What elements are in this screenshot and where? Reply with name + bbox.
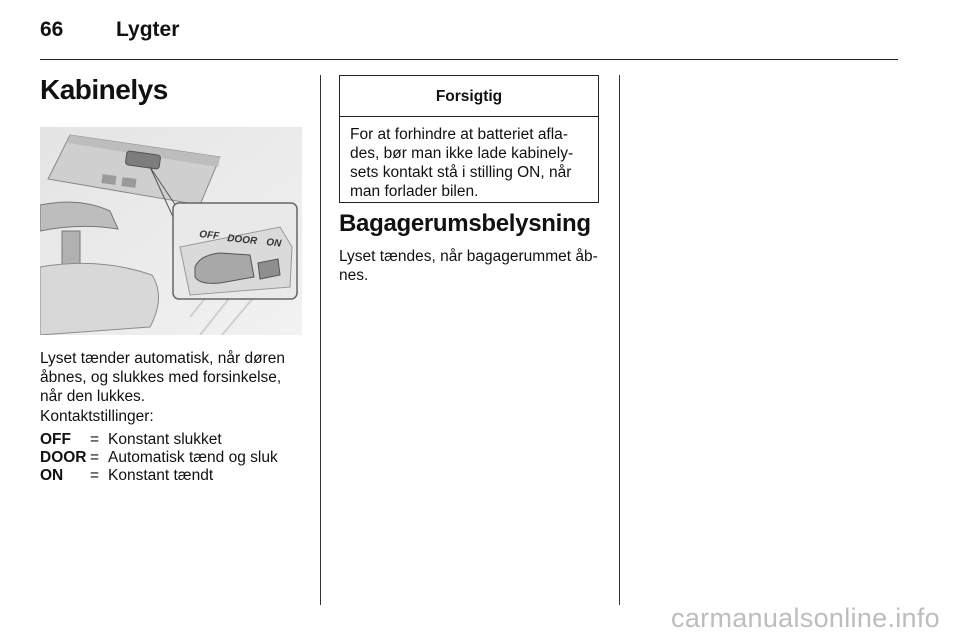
switch-position-list (40, 431, 302, 485)
caution-text: For at forhindre at batteriet afla-des, bør man ikke lade kabinely-sets kontakt stå i stilling ON, når man forlader bilen. (350, 126, 574, 200)
label-door: DOOR (226, 233, 258, 248)
equals-sign: = (90, 449, 100, 466)
watermark: carmanualsonline.info (671, 603, 940, 633)
position-description: Automatisk tænd og sluk (108, 449, 278, 466)
list-item (40, 431, 302, 449)
label-off: OFF (198, 229, 220, 243)
section-heading: Bagagerumsbelysning (339, 210, 591, 237)
position-key: ON (40, 467, 64, 484)
caution-title: Forsigtig (340, 76, 598, 117)
caution-box (339, 75, 599, 203)
body-paragraph-1: Lyset tænder automatisk, når døren åbnes, og slukkes med forsinkelse, når den lukkes. (40, 350, 285, 405)
position-key: DOOR (40, 449, 87, 466)
list-item (40, 449, 302, 467)
section-paragraph: Lyset tændes, når bagagerummet åb-nes. (339, 248, 598, 284)
position-description: Konstant slukket (108, 431, 222, 448)
section-title: Lygter (116, 18, 180, 41)
left-column (40, 74, 302, 106)
page-title: Kabinelys (40, 74, 168, 105)
interior-light-illustration (40, 127, 302, 335)
column-divider-1 (320, 75, 321, 605)
position-key: OFF (40, 431, 71, 448)
equals-sign: = (90, 431, 100, 448)
page-number: 66 (40, 18, 64, 41)
body-paragraph-2: Kontaktstillinger: (40, 408, 154, 425)
list-item (40, 467, 302, 485)
equals-sign: = (90, 467, 100, 484)
label-on: ON (265, 237, 282, 250)
position-description: Konstant tændt (108, 467, 214, 484)
column-divider-2 (619, 75, 620, 605)
header-divider (40, 59, 898, 60)
